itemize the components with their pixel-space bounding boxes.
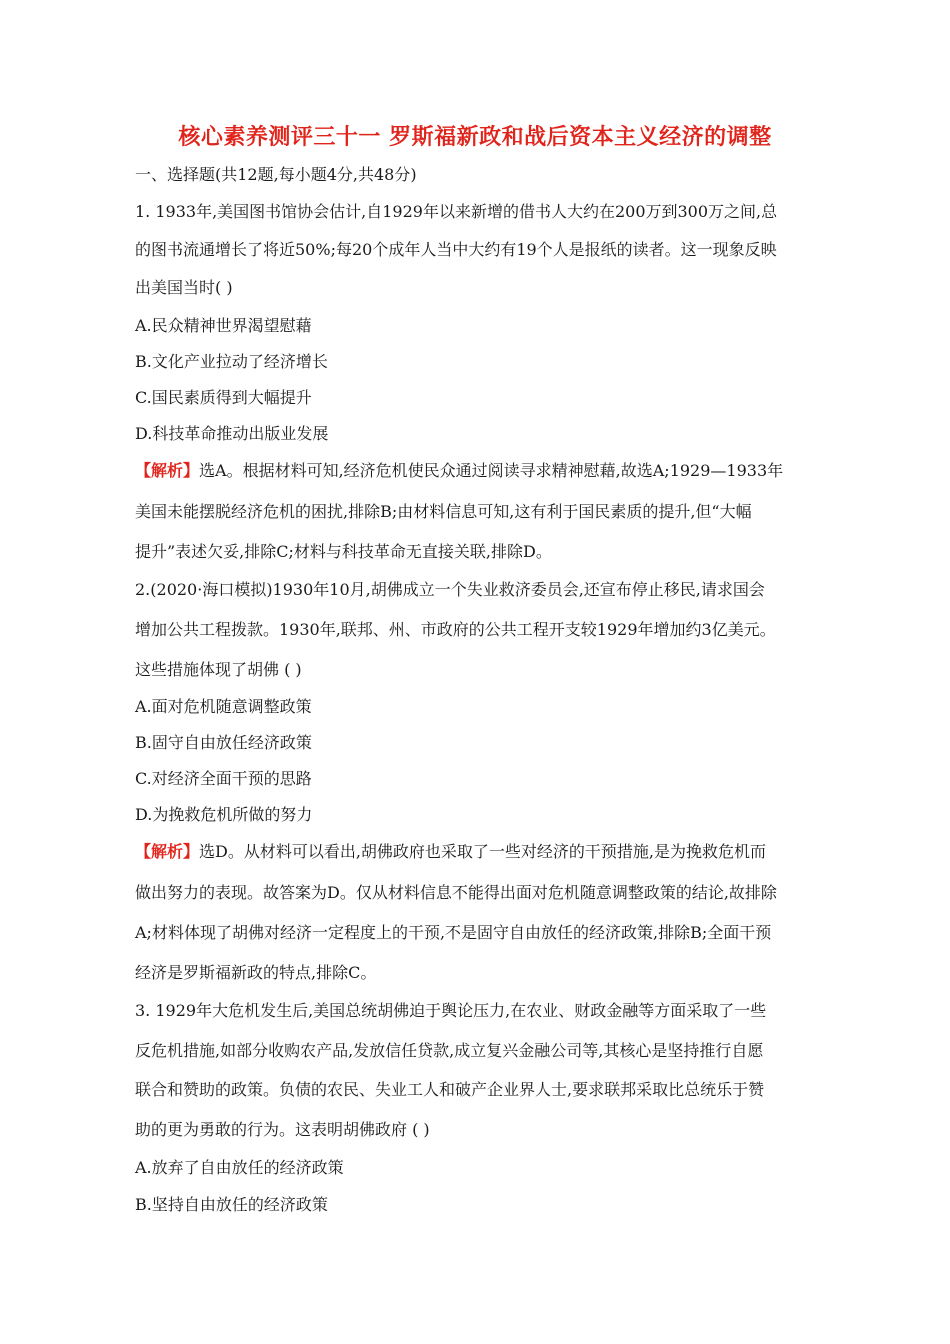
question-3-line-2: 反危机措施,如部分收购农产品,发放信任贷款,成立复兴金融公司等,其核心是坚持推行自愿	[135, 1041, 764, 1060]
section-header: 一、选择题(共12题,每小题4分,共48分)	[135, 165, 417, 184]
question-2-option-b: B.固守自由放任经济政策	[135, 733, 312, 752]
question-3-line-3: 联合和赞助的政策。负债的农民、失业工人和破产企业界人士,要求联邦采取比总统乐于赞	[135, 1080, 765, 1099]
question-2-option-d: D.为挽救危机所做的努力	[135, 805, 313, 824]
question-1-line-1: 1. 1933年,美国图书馆协会估计,自1929年以来新增的借书人大约在200万到300万之间,总	[135, 202, 778, 221]
question-2-option-a: A.面对危机随意调整政策	[135, 697, 312, 716]
question-1-analysis-line-3: 提升”表述欠妥,排除C;材料与科技革命无直接关联,排除D。	[135, 542, 552, 561]
question-1-analysis-line-2: 美国未能摆脱经济危机的困扰,排除B;由材料信息可知,这有利于国民素质的提升,但“大幅	[135, 502, 752, 521]
analysis-tag: 【解析】	[135, 842, 200, 861]
question-1-option-b: B.文化产业拉动了经济增长	[135, 352, 328, 371]
question-3-line-1: 3. 1929年大危机发生后,美国总统胡佛迫于舆论压力,在农业、财政金融等方面采取了一些	[135, 1001, 767, 1020]
question-2-option-c: C.对经济全面干预的思路	[135, 769, 312, 788]
question-3-option-a: A.放弃了自由放任的经济政策	[135, 1158, 344, 1177]
question-2-line-3: 这些措施体现了胡佛 ( )	[135, 660, 302, 679]
question-2-line-1: 2.(2020·海口模拟)1930年10月,胡佛成立一个失业救济委员会,还宣布停止移民,请求国会	[135, 580, 765, 599]
question-2-analysis-line-4: 经济是罗斯福新政的特点,排除C。	[135, 963, 377, 982]
question-2-line-2: 增加公共工程拨款。1930年,联邦、州、市政府的公共工程开支较1929年增加约3亿美元。	[135, 620, 776, 639]
question-1-line-3: 出美国当时( )	[135, 278, 233, 297]
question-1-line-2: 的图书流通增长了将近50%;每20个成年人当中大约有19个人是报纸的读者。这一现象反映	[135, 240, 777, 259]
question-1-option-c: C.国民素质得到大幅提升	[135, 388, 312, 407]
analysis-text: 选D。从材料可以看出,胡佛政府也采取了一些对经济的干预措施,是为挽救危机而	[199, 842, 767, 861]
question-3-line-4: 助的更为勇敢的行为。这表明胡佛政府 ( )	[135, 1120, 430, 1139]
question-1-option-a: A.民众精神世界渴望慰藉	[135, 316, 312, 335]
question-3-option-b: B.坚持自由放任的经济政策	[135, 1195, 328, 1214]
analysis-text: 选A。根据材料可知,经济危机使民众通过阅读寻求精神慰藉,故选A;1929—1933年	[199, 461, 784, 480]
question-1-option-d: D.科技革命推动出版业发展	[135, 424, 329, 443]
question-2-analysis-line-1	[135, 840, 825, 864]
question-2-analysis-line-3: A;材料体现了胡佛对经济一定程度上的干预,不是固守自由放任的经济政策,排除B;全面干预	[135, 923, 772, 942]
question-2-analysis-line-2: 做出努力的表现。故答案为D。仅从材料信息不能得出面对危机随意调整政策的结论,故排除	[135, 883, 777, 902]
page-title: 核心素养测评三十一 罗斯福新政和战后资本主义经济的调整	[178, 125, 772, 150]
question-1-analysis-line-1	[135, 459, 825, 483]
analysis-tag: 【解析】	[135, 461, 200, 480]
